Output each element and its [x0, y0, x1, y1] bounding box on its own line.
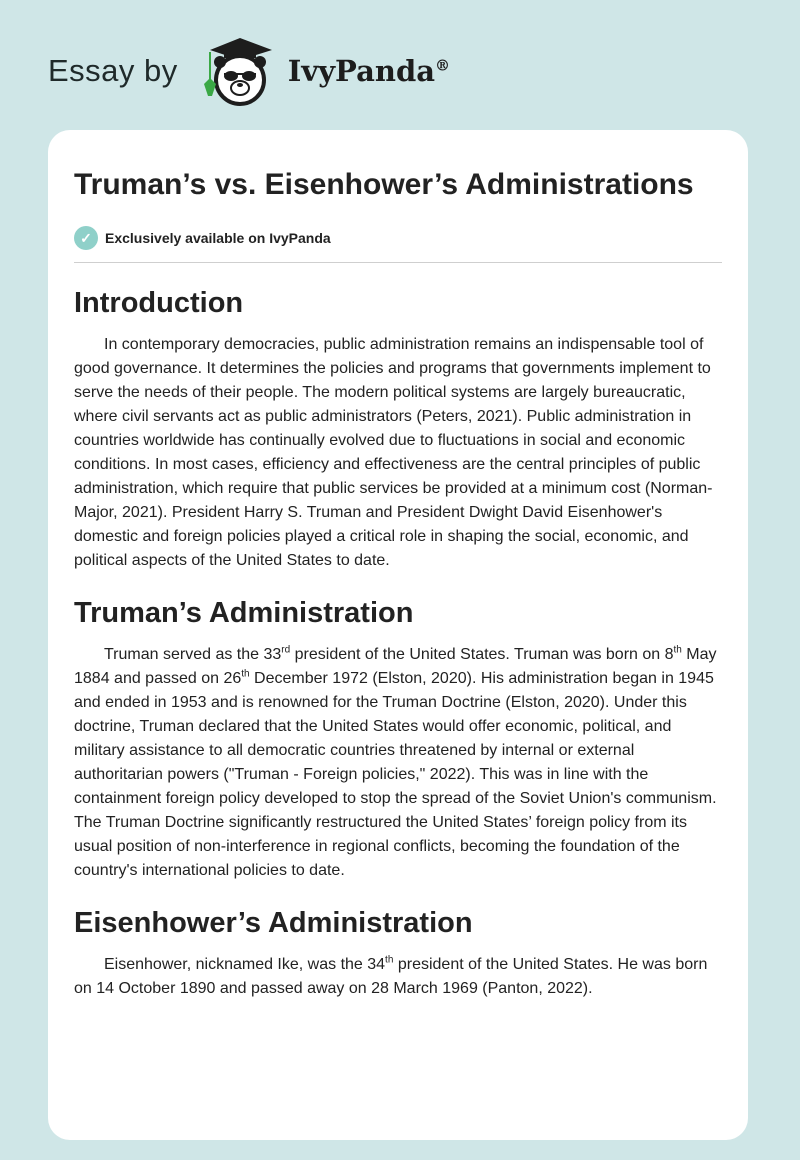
- essay-by-label: Essay by: [48, 53, 178, 88]
- section-paragraph: Eisenhower, nicknamed Ike, was the 34th president of the United States. He was born on 14 October 1890 and passed away on 28 March 1969 (Panton, 2022).: [74, 954, 708, 997]
- ivypanda-logo-text: IvyPanda®: [287, 54, 451, 88]
- section-heading: Eisenhower’s Administration: [74, 907, 473, 939]
- badge-label: Exclusively available on IvyPanda: [105, 230, 331, 246]
- panda-logo-icon: [196, 36, 280, 106]
- section-paragraph: In contemporary democracies, public administration remains an indispensable tool of good governance. It determines the policies and programs that governments implement to serve the needs of their people. The modern political systems are largely bureaucratic, where civil servants act as public administrators (Peters, 2021). Public administration in countries worldwide has continually evolved due to fluctuations in social and economic conditions. In most cases, efficiency and effectiveness are the central principles of public administration, which require that public services be provided at a minimum cost (Norman-Major, 2021). President Harry S. Truman and President Dwight David Eisenhower's domestic and foreign policies played a critical role in shaping the social, economic, and political aspects of the United States to date.: [74, 336, 713, 569]
- exclusive-badge: [74, 226, 722, 250]
- section-heading: Truman’s Administration: [74, 597, 414, 629]
- brand-header: [48, 36, 450, 106]
- section-heading: Introduction: [74, 287, 244, 319]
- divider: [74, 262, 722, 263]
- check-icon: ✓: [74, 226, 98, 250]
- section-paragraph: Truman served as the 33rd president of the United States. Truman was born on 8th May 1884 and passed on 26th December 1972 (Elston, 2020). His administration began in 1945 and ended in 1953 and is renowned for the Truman Doctrine (Elston, 2020). Under this doctrine, Truman declared that the United States would offer economic, political, and military assistance to all democratic countries threatened by internal or external authoritarian powers ("Truman - Foreign policies," 2022). This was in line with the containment foreign policy developed to stop the spread of the Soviet Union's communism. The Truman Doctrine significantly restructured the United States’ foreign policy from its usual position of non-interference in regional conflicts, becoming the foundation of the country's international policies to date.: [74, 644, 717, 879]
- essay-card: [48, 130, 748, 1140]
- page-title: Truman’s vs. Eisenhower’s Administrations: [74, 168, 694, 201]
